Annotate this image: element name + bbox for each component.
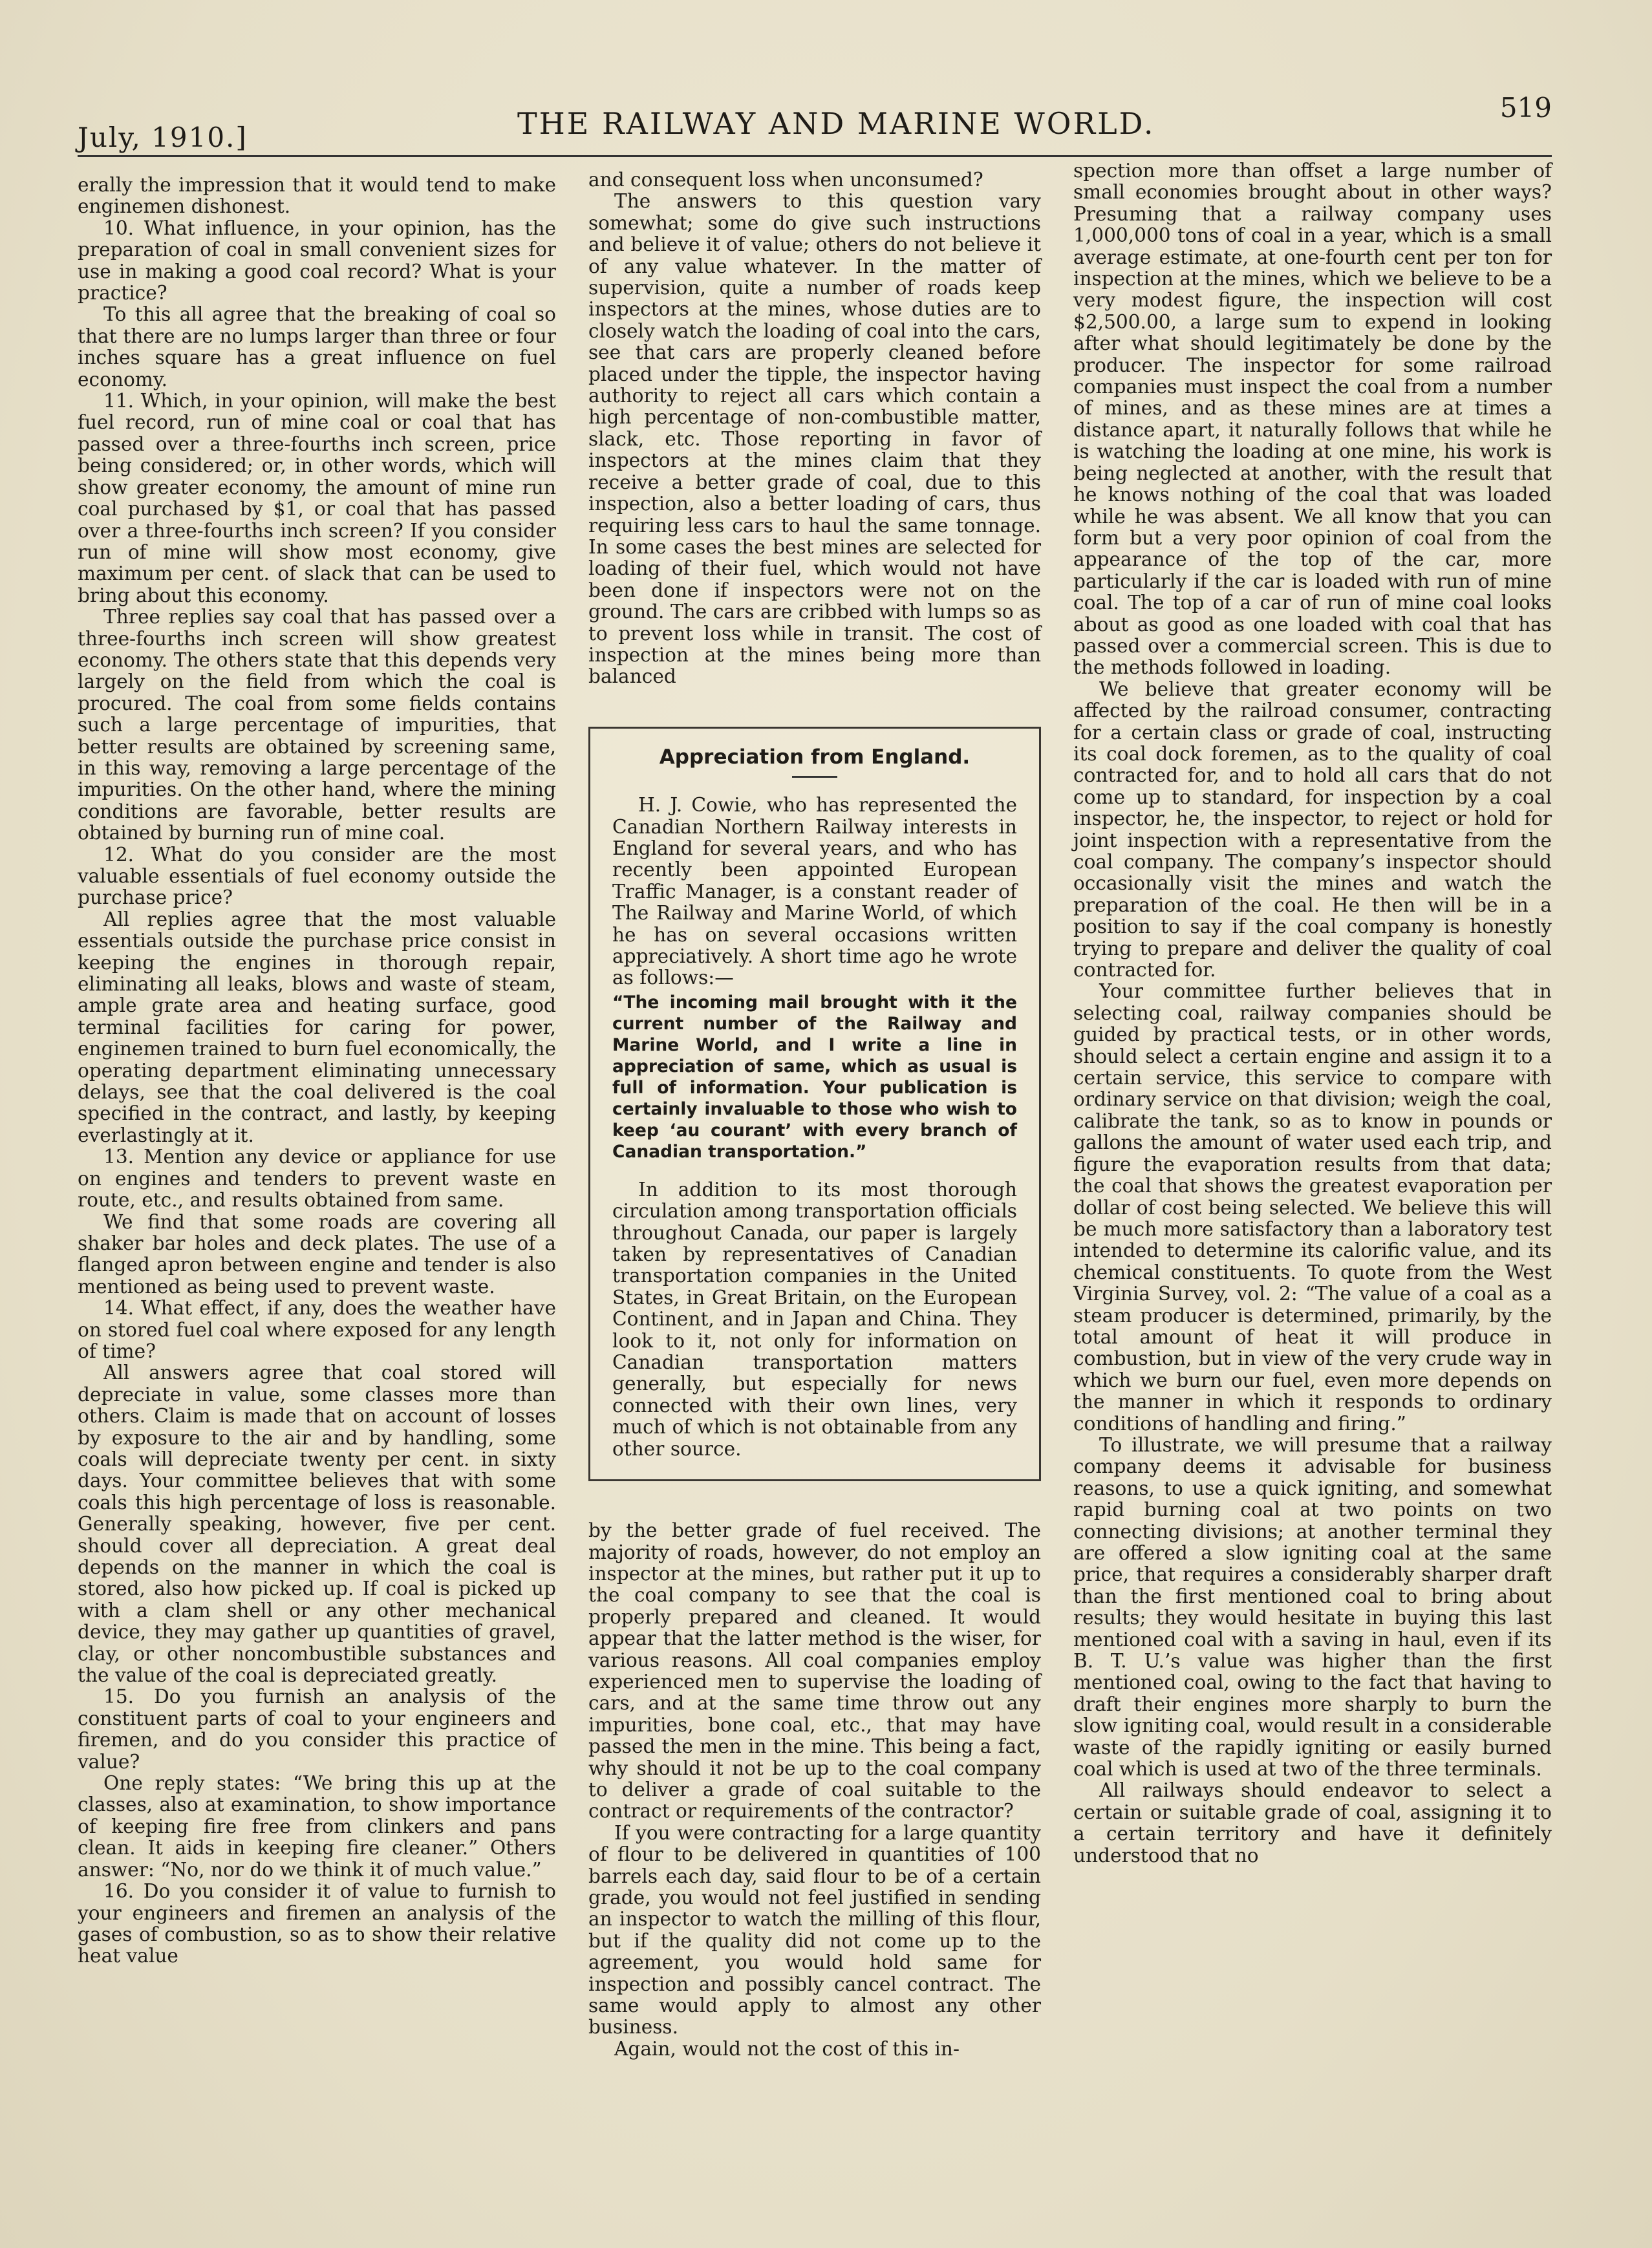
column-2 bbox=[588, 169, 1041, 2060]
column-1 bbox=[78, 175, 556, 1967]
header-rule bbox=[78, 155, 1552, 157]
appreciation-box bbox=[588, 727, 1041, 1481]
paragraph: Your committee further believes that in selecting coal, railway companies should be guided by practical tests, or in other words, should select a certain engine and assign it to a certain service, this service to compare with ordinary service on that division; weigh the coal, calibrate the tank, so as to know in pounds or gallons the amount of water used each trip, and figure the evaporation results from that data; the coal that shows the greatest evaporation per dollar of cost being selected. We believe this will be much more satisfactory than a laboratory test intended to determine its calorific value, and its chemical constituents. To quote from the West Virginia Survey, vol. 2: “The value of a coal as a steam producer is determined, primarily, by the total amount of heat it will produce in combustion, but in view of the very crude way in which we burn our fuel, even more depends on the manner in which it responds to ordinary conditions of handling and firing.” bbox=[1073, 980, 1552, 1435]
paragraph: erally the impression that it would tend to make enginemen dishonest. bbox=[78, 174, 556, 218]
answer-13: We find that some roads are covering all shaker bar holes and deck plates. The use of a flanged apron between engine and tender is also mentioned as being used to prevent waste. bbox=[78, 1210, 556, 1298]
paragraph: and consequent loss when unconsumed? bbox=[588, 169, 983, 191]
question-15: 15. Do you furnish an analysis of the constituent parts of coal to your engineers and firemen, and do you consider this practice of value? bbox=[78, 1686, 556, 1773]
box-quote: “The incoming mail brought with it the current number of the Railway and Marine World, and I write a line in appreciation of same, which as usual is full of information. Your publication is certainly invaluable to those who wish to keep ‘au courant’ with every branch of Canadian transportation.” bbox=[612, 992, 1017, 1162]
issue-date: July, 1910.] bbox=[78, 122, 248, 153]
answer-12: All replies agree that the most valuable essentials outside the purchase price consist in keeping the engines in thorough repair, eliminating all leaks, blows and waste of steam, ample grate area and heating surface, good terminal facilities for caring for power, enginemen trained to burn fuel economically, the operating department eliminating unnecessary delays, see that the coal delivered is the coal specified in the contract, and lastly, by keeping everlastingly at it. bbox=[78, 908, 556, 1146]
question-16: 16. Do you consider it of value to furnish to your engineers and firemen an analysis of the gases of combustion, so as to show their relative heat value bbox=[78, 1880, 556, 1967]
paragraph: If you were contracting for a large quantity of flour to be delivered in quantities of 100 barrels each day, said flour to be of a certain grade, you would not feel justified in sending an inspector to watch the milling of this flour, but if the quality did not come up to the agreement, you would hold same for inspection and possibly cancel contract. The same would apply to almost any other business. bbox=[588, 1821, 1041, 2039]
question-12: 12. What do you consider are the most valuable essentials of fuel economy outside the purchase price? bbox=[78, 843, 556, 909]
paragraph: All railways should endeavor to select a certain or suitable grade of coal, assigning it to a certain territory and have it definitely understood that no bbox=[1073, 1779, 1552, 1867]
answer-14: All answers agree that coal stored will depreciate in value, some classes more than others. Claim is made that on account of losses by exposure to the air and by handling, some coals will depreciate twenty per cent. in sixty days. Your committee believes that with some coals this high percentage of loss is reasonable. Generally speaking, however, five per cent. should cover all depreciation. A great deal depends on the manner in which the coal is stored, also how picked up. If coal is picked up with a clam shell or any other mechanical device, they may gather up quantities of gravel, clay, or other noncombustible substances and the value of the coal is depreciated greatly. bbox=[78, 1362, 556, 1687]
question-13: 13. Mention any device or appliance for use on engines and tenders to prevent waste en route, etc., and results obtained from same. bbox=[78, 1146, 556, 1212]
answer-15: One reply states: “We bring this up at the classes, also at examination, to show importance of keeping fire free from clinkers and pans clean. It aids in keeping fire cleaner.” Others answer: “No, nor do we think it of much value.” bbox=[78, 1772, 556, 1881]
question-14: 14. What effect, if any, does the weather have on stored fuel coal where exposed for any length of time? bbox=[78, 1297, 556, 1362]
box-intro: H. J. Cowie, who has represented the Canadian Northern Railway interests in England for several years, and who has recently been appointed European Traffic Manager, is a constant reader of The Railway and Marine World, of which he has on several occasions written appreciatively. A short time ago he wrote as follows:— bbox=[612, 794, 1017, 989]
paragraph: To illustrate, we will presume that a railway company deems it advisable for business reasons, to use a quick igniting, and somewhat rapid burning coal at two points on two connecting divisions; at another terminal they are offered a slow igniting coal at the same price, that requires a considerably sharper draft than the first mentioned coal to bring about results; they would hesitate in buying this last mentioned coal with a saving in haul, even if its B. T. U.’s value was higher than the first mentioned coal, owing to the fact that having to draft their engines more sharply to burn the slow igniting coal, would result in a considerable waste of the rapidly igniting or easily burned coal which is used at two of the three terminals. bbox=[1073, 1433, 1552, 1781]
paragraph: Again, would not the cost of this in- bbox=[614, 2037, 960, 2060]
page-header bbox=[78, 83, 1552, 154]
answer-11: Three replies say coal that has passed over a three-fourths inch screen will show greatest economy. The others state that this depends very largely on the field from which the coal is procured. The coal from some fields contains such a large percentage of impurities, that better results are obtained by screening same, in this way, removing a large percentage of the impurities. On the other hand, where the mining conditions are favorable, better results are obtained by burning run of mine coal. bbox=[78, 606, 556, 844]
paragraph: by the better grade of fuel received. The majority of roads, however, do not employ an inspector at the mines, but rather put it up to the coal company to see that the coal is properly prepared and cleaned. It would appear that the latter method is the wiser, for various reasons. All coal companies employ experienced men to supervise the loading of cars, and at the same time throw out any impurities, bone coal, etc., that may have passed the men in the mine. This being a fact, why should it not be up to the coal company to deliver a grade of coal suitable to the contract or requirements of the contractor? bbox=[588, 1519, 1041, 1823]
paragraph: spection more than offset a large number of small economies brought about in other ways? Presuming that a railway company uses 1,000,000 tons of coal in a year, which is a small average estimate, at one-fourth cent per ton for inspection at the mines, which we believe to be a very modest figure, the inspection will cost $2,500.00, a large sum to expend in looking after what should legitimately be done by the producer. The inspector for some railroad companies must inspect the coal from a number of mines, and as these mines are at times a distance apart, it naturally follows that while he is watching the loading at one mine, his work is being neglected at another, with the result that he knows nothing of the coal that was loaded while he was absent. We all know that you can form but a very poor opinion of coal from the appearance of the top of the car, more particularly if the car is loaded with run of mine coal. The top of a car of run of mine coal looks about as good as one loaded with coal that has passed over a commercial screen. This is due to the methods followed in loading. bbox=[1073, 160, 1552, 679]
question-11: 11. Which, in your opinion, will make the best fuel record, run of mine coal or coal that has passed over a three-fourths inch screen, price being considered; or, in other words, which will show greater economy, the amount of mine run coal purchased by $1, or coal that has passed over a three-fourths inch screen? If you consider run of mine will show most economy, give maximum per cent. of slack that can be used to bring about this economy. bbox=[78, 390, 556, 606]
answer-10: To this all agree that the breaking of coal so that there are no lumps larger than three or four inches square has a great influence on fuel economy. bbox=[78, 303, 556, 391]
paragraph: The answers to this question vary somewhat; some do give such instructions and believe it of value; others do not believe it of any value whatever. In the matter of supervision, quite a number of roads keep inspectors at the mines, whose duties are to closely watch the loading of coal into the cars, see that cars are properly cleaned before placed under the tipple, the inspector having authority to reject all cars which contain a high percentage of non-combustible matter, slack, etc. Those reporting in favor of inspectors at the mines claim that they receive a better grade of coal, due to this inspection, also a better loading of cars, thus requiring less cars to haul the same tonnage. In some cases the best mines are selected for loading of their fuel, which would not have been done if inspectors were not on the ground. The cars are cribbed with lumps so as to prevent loss while in transit. The cost of inspection at the mines being more than balanced bbox=[588, 190, 1041, 688]
column-3 bbox=[1073, 160, 1552, 1867]
page-number: 519 bbox=[1499, 92, 1552, 123]
question-10: 10. What influence, in your opinion, has the preparation of coal in small convenient sizes for use in making a good coal record? What is your practice? bbox=[78, 217, 556, 305]
box-outro: In addition to its most thorough circulation among transportation officials throughout Canada, our paper is largely taken by representatives of Canadian transportation companies in the United States, in Great Britain, on the European Continent, and in Japan and China. They look to it, not only for information on Canadian transportation matters generally, but especially for news connected with their own lines, very much of which is not obtainable from any other source. bbox=[612, 1178, 1017, 1460]
box-title-rule bbox=[792, 776, 837, 778]
paragraph: We believe that greater economy will be affected by the railroad consumer, contracting for a certain class or grade of coal, instructing its coal dock foremen, as to the quality of coal contracted for, and to hold all cars that do not come up to standard, for inspection by a coal inspector, he, the inspector, to reject or hold for joint inspection with a representative from the coal company. The company’s inspector should occasionally visit the mines and watch the preparation of the coal. He then will be in a position to say if the coal company is honestly trying to prepare and deliver the quality of coal contracted for. bbox=[1073, 678, 1552, 981]
box-title: Appreciation from England. bbox=[659, 745, 971, 769]
publication-title: THE RAILWAY AND MARINE WORLD. bbox=[517, 106, 1155, 141]
